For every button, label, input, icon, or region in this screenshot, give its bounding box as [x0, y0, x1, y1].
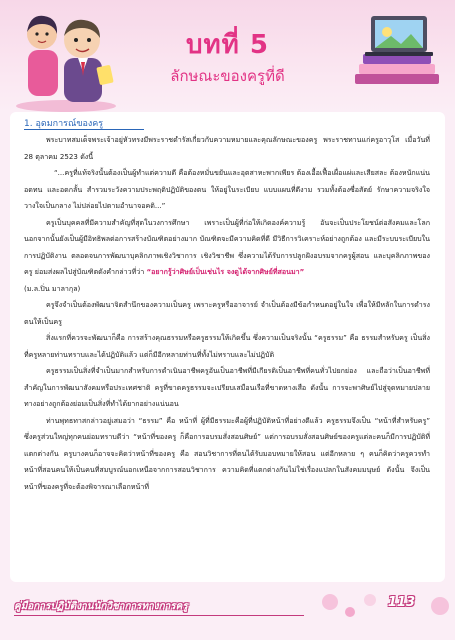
highlight-quote: “อยากรู้ว่าศิษย์เป็นเช่นไร จงดูได้จากศิษย์ที่สอนมา” [146, 267, 305, 276]
section-heading: 1. อุดมการณ์ของครู [24, 119, 104, 129]
paragraph-teacher-conscience: ครูจึงจำเป็นต้องพัฒนาจิตสำนึกของความเป็นครู เพราะครูหรืออาจารย์ จำเป็นต้องมีข้อกำหนดอยู่ในใจ เพื่อให้มีหลักในการดำรงตนให้เป็นครู [24, 300, 430, 326]
footer-underline [14, 615, 304, 616]
quote-attribution: (ม.ล.ปิ่น มาลากุล) [24, 283, 81, 293]
paragraph-kru-dhamma-necessity: ครูธรรมเป็นสิ่งที่จำเป็นมากสำหรับการดำเนินอาชีพครูอันเป็นอาชีพที่มีเกียรติเป็นอาชีพที่คนทั่วไปยกย่อง และถือว่าเป็นอาชีพที่สำคัญในการพัฒนาสังคมหรือประเทศชาติ ครูที่ขาดครูธรรมจะเปรียบเสมือนเรือที่ขาดหางเสือ ดังนั้น การจะพาศิษย์ไปสู่จุดหมายปลายทางอย่างถูกต้องย่อมเป็นสิ่งที่ทำได้ยากอย่างแน่นอน [24, 366, 430, 408]
footer-book-title: คู่มือการปฏิบัติงานนักวิชาการทางการครู [14, 601, 188, 612]
paragraph-royal-speech-intro: พระบาทสมเด็จพระเจ้าอยู่หัวทรงมีพระราชดำรัสเกี่ยวกับความหมายและคุณลักษณะของครู พระราชทานแก่ครูอาวุโส เมื่อวันที่ 28 ตุลาคม 2523 ดังนี้ [24, 135, 430, 161]
content-card [10, 112, 445, 582]
page-number: 113 [387, 595, 415, 610]
body-text [24, 132, 430, 495]
chapter-title: บทที่ 5 [186, 30, 269, 60]
section-heading-underline [24, 129, 144, 130]
chapter-subtitle: ลักษณะของครูที่ดี [170, 67, 285, 85]
paragraph-buddhadasa: ท่านพุทธทาสกล่าวอยู่เสมอว่า “ธรรม” คือ หน้าที่ ผู้ที่มีธรรมะคือผู้ที่ปฏิบัติหน้าที่อย่างดีแล้ว ครูธรรมจึงเป็น “หน้าที่สำหรับครู” ซึ่งครูส่วนใหญ่ทุกคนย่อมทราบดีว่า “หน้าที่ของครู ก็คือการอบรมสั่งสอนศิษย์” แต่การอบรมสั่งสอนศิษย์ของครูแต่ละคนก็มีการปฏิบัติที่แตกต่างกัน ครูบางคนก็อาจจะคิดว่าหน้าที่ของครู คือ สอนวิชาการที่ตนได้รับมอบหมายให้สอน แต่อีกหลาย ๆ คนก็คิดว่าครูควรทำหน้าที่สอนคนให้เป็นคนที่สมบูรณ์นอกเหนือจากการสอนวิชาการ ความคิดที่แตกต่างกันไม่ใช่เรื่องแปลกในสังคมมนุษย์ ดังนั้น จึงเป็นหน้าที่ของครูที่จะต้องพิจารณาเลือกหน้าที่ [24, 415, 430, 491]
paragraph-royal-speech-quote: “...ครูที่แท้จริงนั้นต้องเป็นผู้ทำแต่ความดี คือต้องหมั่นขยันและอุตสาหะพากเพียร ต้องเอื้อเฟื้อเผื่อแผ่และเสียสละ ต้องหนักแน่น อดทน และอดกลั้น สำรวมระวังความประพฤติปฏิบัติของตน ให้อยู่ในระเบียบ แบบแผนที่ดีงาม รวมทั้งต้องซื่อสัตย์ รักษาความจริงใจวางใจเป็นกลาง ไม่ปล่อยไปตามอำนาจอคติ...” [24, 168, 430, 210]
laptop-books-illustration [349, 8, 445, 100]
paragraph-teacher-importance-text: ครูเป็นบุคคลที่มีความสำคัญที่สุดในวงการศึกษา เพราะเป็นผู้ที่ก่อให้เกิดองค์ความรู้ อันจะเป็นประโยชน์ต่อสังคมและโลก นอกจากนั้นยังเป็นผู้มีอิทธิพลต่อการสร้างบัณฑิตอย่างมาก บัณฑิตจะมีความคิดที่ดี มีวิธีการวิเคราะห์อย่างถูกต้อง และมีระบบระเบียบในการปฏิบัติงาน ตลอดจนการพัฒนาบุคลิกภาพเชิงวิชาการ เชิงวิชาชีพ ซึ่งความได้รับการปลูกฝังอบรมจากครูผู้สอน และบุคลิกภาพของครู ย่อมส่งผลไปสู่บัณฑิตดังคำกล่าวที่ว่า [24, 217, 430, 276]
paragraph-kru-dhamma: สิ่งแรกที่ควรจะพัฒนาก็คือ การสร้างคุณธรรมหรือครูธรรมให้เกิดขึ้น ซึ่งความเป็นจริงนั้น “ครูธรรม” คือ ธรรมสำหรับครู เป็นสิ่งที่ครูหลายท่านทราบและได้ปฏิบัติแล้ว แต่ก็มีอีกหลายท่านที่ทั้งไม่ทราบและไม่ปฏิบัติ [24, 333, 430, 359]
chapter-banner [0, 0, 455, 112]
paragraph-teacher-importance [24, 215, 430, 281]
highlight-quote-text: อยากรู้ว่าศิษย์เป็นเช่นไร จงดูได้จากศิษย์ที่สอนมา [151, 267, 300, 276]
